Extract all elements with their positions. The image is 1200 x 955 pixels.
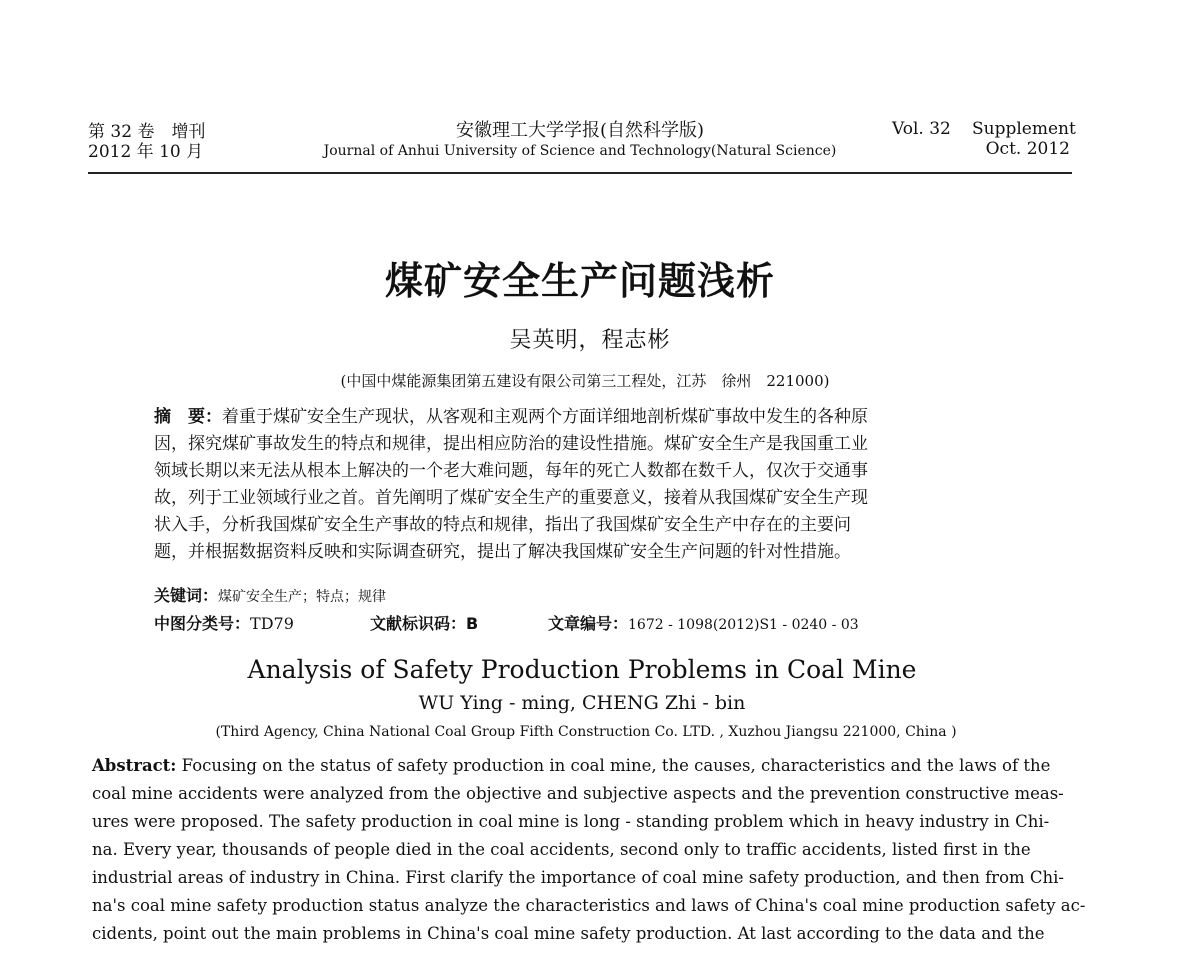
title-cn: 煤矿安全生产问题浅析 [384, 258, 775, 303]
abstract-en-line: na's coal mine safety production status analyze the characteristics and laws of China's coal mine production safety ac- [92, 896, 1086, 915]
document-code [370, 611, 478, 634]
abstract-en-line: cidents, point out the main problems in China's coal mine safety production. At last according to the data and the [92, 924, 1045, 943]
clc-value: TD79 [250, 614, 294, 633]
date-en: Oct. 2012 [985, 139, 1070, 159]
abstract-cn-line: 状入手，分析我国煤矿安全生产事故的特点和规律，指出了我国煤矿安全生产中存在的主要问 [154, 515, 851, 535]
article-no-value: 1672 - 1098(2012)S1 - 0240 - 03 [628, 617, 859, 633]
abstract-en-line [92, 752, 1050, 780]
abstract-cn-line: 故，列于工业领域行业之首。首先阐明了煤矿安全生产的重要意义，接着从我国煤矿安全生产现 [154, 488, 868, 508]
keywords-cn [154, 583, 386, 606]
clc-number [154, 611, 294, 634]
supplement-en: Supplement [972, 119, 1076, 139]
abstract-en-text: Focusing on the status of safety production in coal mine, the causes, characteristics and the laws of the [181, 756, 1051, 775]
abstract-en-line: coal mine accidents were analyzed from the objective and subjective aspects and the prevention constructive meas- [92, 784, 1064, 803]
authors-cn: 吴英明，程志彬 [509, 328, 671, 353]
abstract-cn-line: 题，并根据数据资料反映和实际调查研究，提出了解决我国煤矿安全生产问题的针对性措施。 [154, 542, 851, 562]
date-cn: 2012 年 10 月 [88, 142, 204, 162]
title-en: Analysis of Safety Production Problems in Coal Mine [247, 655, 917, 684]
header-rule [88, 172, 1072, 174]
abstract-en-line: industrial areas of industry in China. First clarify the importance of coal mine safety production, and then from Chi- [92, 868, 1064, 887]
article-number [548, 611, 859, 634]
keywords-value-cn: 煤矿安全生产；特点；规律 [218, 589, 387, 605]
abstract-cn-line: 因，探究煤矿事故发生的特点和规律，提出相应防治的建设性措施。煤矿安全生产是我国重工业 [154, 434, 868, 454]
volume-en: Vol. 32 [892, 119, 951, 139]
journal-title-cn: 安徽理工大学学报(自然科学版) [455, 120, 705, 141]
affiliation-en: (Third Agency, China National Coal Group Fifth Construction Co. LTD. , Xuzhou Jiangsu 221000, China ) [215, 724, 957, 740]
doc-code-value: B [466, 614, 479, 633]
volume-cn: 第 32 卷 增刊 [88, 122, 206, 142]
doc-code-label: 文献标识码： [370, 614, 467, 633]
clc-label: 中图分类号： [154, 614, 251, 633]
abstract-cn-line [154, 404, 868, 431]
keywords-label-cn: 关键词： [154, 586, 219, 605]
abstract-en-line: na. Every year, thousands of people died in the coal accidents, second only to traffic accidents, listed first in the [92, 840, 1031, 859]
abstract-label-en: Abstract: [92, 756, 177, 775]
affiliation-cn: (中国中煤能源集团第五建设有限公司第三工程处，江苏 徐州 221000) [340, 372, 830, 390]
authors-en: WU Ying - ming, CHENG Zhi - bin [418, 692, 746, 714]
abstract-cn-text: 着重于煤矿安全生产现状，从客观和主观两个方面详细地剖析煤矿事故中发生的各种原 [222, 407, 868, 427]
journal-title-en: Journal of Anhui University of Science and Technology(Natural Science) [323, 143, 837, 159]
article-no-label: 文章编号： [548, 614, 629, 633]
abstract-en-line: ures were proposed. The safety production in coal mine is long - standing problem which in heavy industry in Chi- [92, 812, 1050, 831]
abstract-label-cn: 摘 要： [154, 407, 222, 427]
abstract-cn-line: 领域长期以来无法从根本上解决的一个老大难问题，每年的死亡人数都在数千人，仅次于交通事 [154, 461, 868, 481]
